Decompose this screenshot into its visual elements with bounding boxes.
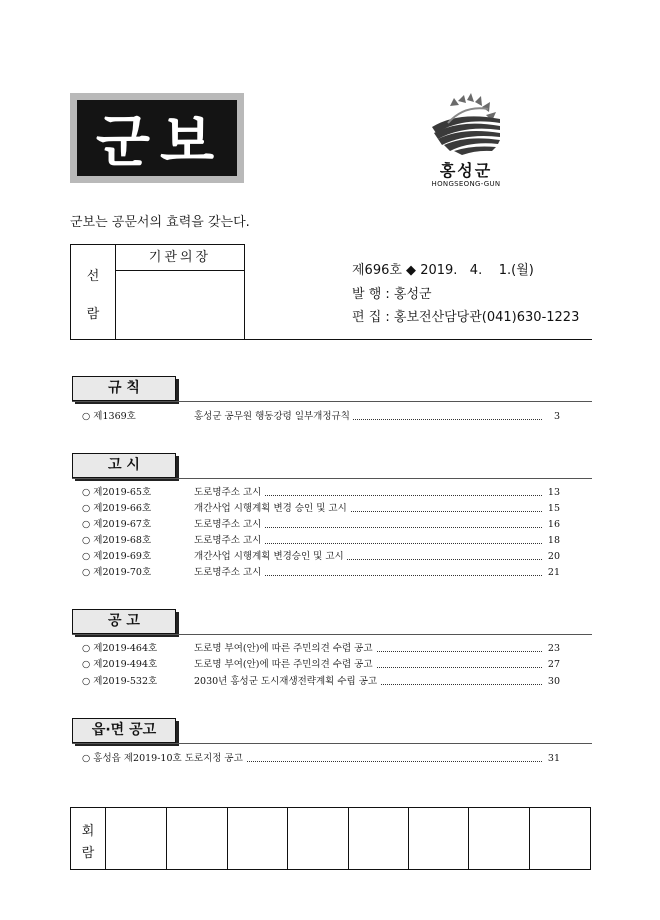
- review-box-header: 기관의장: [116, 245, 244, 271]
- masthead-title-box: [70, 93, 244, 183]
- entry-page: 13: [547, 487, 560, 498]
- issue-editor: 편 집 : 홍보전산담당관(041)630-1223: [352, 310, 580, 325]
- entry-number: ○ 제1369호: [82, 411, 136, 422]
- toc-entry[interactable]: [82, 533, 560, 548]
- entry-page: 31: [547, 753, 560, 764]
- review-box: [70, 244, 245, 340]
- entry-number: ○ 제2019-70호: [82, 567, 152, 578]
- toc-entry[interactable]: [82, 485, 560, 500]
- toc-entry[interactable]: [82, 565, 560, 580]
- review-label-bottom: 람: [86, 307, 100, 322]
- section-header-rules: 규 칙: [72, 376, 176, 401]
- entry-title: 홍성군 공무원 행동강령 일부개정규칙: [194, 409, 353, 424]
- entry-title: 도로명주소 고시: [194, 533, 264, 548]
- entry-number: ○ 제2019-65호: [82, 487, 152, 498]
- section-divider: [72, 401, 592, 402]
- toc-entry[interactable]: [82, 657, 560, 672]
- toc-entry[interactable]: [82, 517, 560, 532]
- entry-title: 도로명 부여(안)에 따른 주민의견 수렴 공고: [194, 641, 376, 656]
- issue-number: 제696호 ◆ 2019. 4. 1.(월): [352, 263, 534, 278]
- entry-title: 도로명주소 고시: [194, 517, 264, 532]
- toc-entry[interactable]: [82, 641, 560, 656]
- circulation-label-bottom: 람: [81, 846, 95, 861]
- entry-title: 개간사업 시행계획 변경 승인 및 고시: [194, 501, 350, 516]
- circulation-cell-divider: [105, 808, 106, 869]
- circulation-cell-divider: [468, 808, 469, 869]
- entry-page: 20: [547, 551, 560, 562]
- entry-number: ○ 제2019-532호: [82, 676, 158, 687]
- toc-entry[interactable]: [82, 674, 560, 689]
- entry-page: 23: [547, 643, 560, 654]
- circulation-label-top: 회: [81, 824, 95, 839]
- entry-number: ○ 제2019-66호: [82, 503, 152, 514]
- logo-name: 홍성군: [439, 161, 493, 180]
- toc-entry[interactable]: [82, 501, 560, 516]
- toc-entry[interactable]: [82, 751, 560, 766]
- entry-page: 21: [547, 567, 560, 578]
- entry-number: ○ 제2019-464호: [82, 643, 158, 654]
- entry-page: 16: [547, 519, 560, 530]
- section-divider: [72, 478, 592, 479]
- legal-notice: 군보는 공문서의 효력을 갖는다.: [70, 215, 250, 230]
- entry-page: 30: [547, 676, 560, 687]
- entry-number: ○ 제2019-68호: [82, 535, 152, 546]
- section-header-announcements: 공 고: [72, 609, 176, 634]
- masthead-title: 군보: [77, 100, 237, 176]
- section-divider: [72, 634, 592, 635]
- toc-entry[interactable]: [82, 549, 560, 564]
- circulation-cell-divider: [348, 808, 349, 869]
- circulation-cell-divider: [408, 808, 409, 869]
- entry-title: 개간사업 시행계획 변경승인 및 고시: [194, 549, 347, 564]
- section-header-notices: 고 시: [72, 453, 176, 478]
- entry-number: ○ 제2019-69호: [82, 551, 152, 562]
- entry-title: 도로명 부여(안)에 따른 주민의견 수렴 공고: [194, 657, 376, 672]
- circulation-cell-divider: [287, 808, 288, 869]
- entry-title: 도로명주소 고시: [194, 485, 264, 500]
- hongseong-logo-icon: [428, 93, 504, 159]
- entry-title: 2030년 홍성군 도시재생전략계획 수립 공고: [194, 674, 380, 689]
- entry-page: 3: [553, 411, 560, 422]
- circulation-cell-divider: [529, 808, 530, 869]
- logo-subtitle: HONGSEONG-GUN: [431, 180, 501, 188]
- circulation-table: [70, 807, 591, 870]
- entry-number: ○ 제2019-494호: [82, 659, 158, 670]
- entry-number: ○ 제2019-67호: [82, 519, 152, 530]
- entry-page: 27: [547, 659, 560, 670]
- entry-page: 15: [547, 503, 560, 514]
- toc-entry[interactable]: [82, 409, 560, 424]
- entry-title: 도로명주소 고시: [194, 565, 264, 580]
- entry-title: ○ 홍성읍 제2019-10호 도로지정 공고: [82, 751, 246, 766]
- circulation-cell-divider: [166, 808, 167, 869]
- header-divider: [70, 339, 592, 340]
- circulation-cell-divider: [227, 808, 228, 869]
- section-divider: [72, 743, 592, 744]
- review-label-top: 선: [86, 269, 100, 284]
- section-header-town-announcements: 읍·면 공고: [72, 718, 176, 743]
- issue-publisher: 발 행 : 홍성군: [352, 287, 432, 302]
- entry-page: 18: [547, 535, 560, 546]
- review-box-side: [71, 245, 116, 339]
